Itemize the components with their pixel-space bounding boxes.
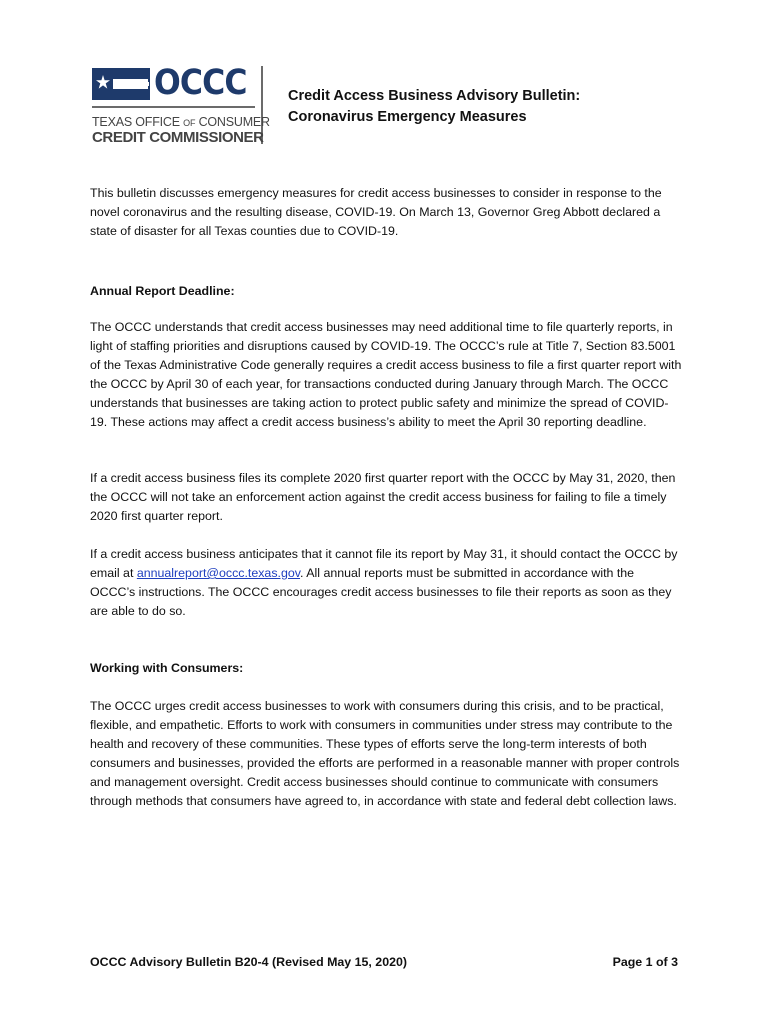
bulletin-title bbox=[288, 86, 580, 128]
consumers-paragraph-wrap bbox=[90, 697, 682, 811]
annual-report-paragraph-1-wrap bbox=[90, 318, 682, 432]
logo-acronym: OCCC bbox=[154, 63, 247, 103]
annual-report-paragraph-1: The OCCC understands that credit access businesses may need additional time to file quarterly reports, in light of staffing priorities and disruptions caused by COVID-19. The OCCC’s rule at Title 7, Section 83.5001 of the Texas Administrative Code generally requires a credit access business to file a first quarter report with the OCCC by April 30 of each year, for transactions conducted during January through March. The OCCC understands that businesses are taking action to protect public safety and minimize the spread of COVID-19. These actions may affect a credit access business’s ability to meet the April 30 reporting deadline. bbox=[90, 320, 682, 429]
paragraph-3-text-before: If a credit access business anticipates that it cannot file its report by May 31, it should contact the OCCC by email at bbox=[90, 547, 678, 580]
consumers-paragraph: The OCCC urges credit access businesses to work with consumers during this crisis, and to be practical, flexible, and empathetic. Efforts to work with consumers in communities under stress may contribute to the health and recovery of these communities. These types of efforts serve the long-term interests of both consumers and businesses, provided the efforts are performed in a reasonable manner with proper controls and management oversight. Credit access businesses should continue to communicate with consumers through methods that consumers have agreed to, in accordance with state and federal debt collection laws. bbox=[90, 699, 680, 808]
intro-section bbox=[90, 184, 682, 241]
annual-report-paragraph-3 bbox=[90, 545, 682, 621]
logo-line1-small: OF bbox=[183, 118, 196, 128]
heading-working-with-consumers: Working with Consumers: bbox=[90, 661, 244, 675]
annual-report-paragraph-3-wrap bbox=[90, 545, 682, 621]
logo-agency-line1 bbox=[92, 115, 270, 129]
annual-report-paragraph-2-wrap bbox=[90, 469, 682, 526]
occc-logo bbox=[88, 63, 270, 147]
annual-report-section bbox=[90, 282, 682, 301]
intro-paragraph: This bulletin discusses emergency measures for credit access businesses to consider in response to the novel coronavirus and the resulting disease, COVID-19. On March 13, Governor Greg Abbott declared a state of disaster for all Texas counties due to COVID-19. bbox=[90, 186, 662, 238]
paragraph-3-text-after: . All annual reports must be submitted in accordance with the OCCC’s instructions. The OCCC encourages credit access businesses to file their reports as soon as they are able to do so. bbox=[90, 566, 672, 618]
title-line-2: Coronavirus Emergency Measures bbox=[288, 109, 527, 125]
heading-annual-report: Annual Report Deadline: bbox=[90, 284, 235, 298]
email-link[interactable]: annualreport@occc.texas.gov bbox=[136, 566, 301, 580]
logo-agency-line2: CREDIT COMMISSIONER bbox=[92, 129, 264, 146]
texas-flag-icon bbox=[92, 68, 150, 100]
footer-bulletin-id: OCCC Advisory Bulletin B20-4 (Revised May 15, 2020) bbox=[90, 955, 407, 969]
logo-divider-horizontal bbox=[92, 106, 255, 108]
footer-page-number: Page 1 of 3 bbox=[612, 955, 678, 969]
consumers-section bbox=[90, 659, 682, 678]
annual-report-paragraph-2: If a credit access business files its complete 2020 first quarter report with the OCCC by May 31, 2020, then the OCCC will not take an enforcement action against the credit access business for failing to file a timely 2020 first quarter report. bbox=[90, 471, 676, 523]
logo-line1-part2: CONSUMER bbox=[198, 115, 270, 129]
title-line-1: Credit Access Business Advisory Bulletin: bbox=[288, 88, 581, 104]
logo-line1-part1: TEXAS OFFICE bbox=[92, 115, 180, 129]
